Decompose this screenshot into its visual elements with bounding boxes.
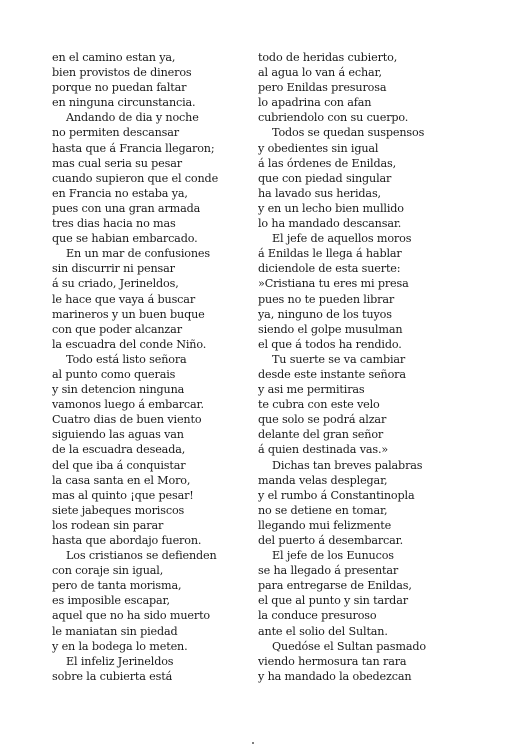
verse-line: no se detiene en tomar,: [258, 503, 388, 517]
verse-line: pero de tanta morisma,: [52, 579, 182, 593]
verse-line: »Cristiana tu eres mi presa: [258, 277, 409, 291]
verse-line: Dichas tan breves palabras: [272, 458, 423, 472]
verse-line: mas al quinto ¡que pesar!: [52, 488, 194, 502]
verse-line: con que poder alcanzar: [52, 322, 182, 336]
verse-line: siendo el golpe musulman: [258, 322, 403, 336]
verse-line: Todo está listo señora: [66, 352, 187, 366]
verse-line: desde este instante señora: [258, 367, 406, 381]
verse-line: le hace que vaya á buscar: [52, 292, 196, 306]
verse-line: y en la bodega lo meten.: [52, 639, 188, 653]
verse-line: es imposible escapar,: [52, 594, 170, 608]
verse-line: Andando de dia y noche: [66, 111, 199, 125]
verse-line: que con piedad singular: [258, 171, 392, 185]
verse-line: Todos se quedan suspensos: [272, 126, 425, 140]
verse-line: hasta que abordajo fueron.: [52, 534, 202, 547]
verse-line: la escuadra del conde Niño.: [52, 337, 207, 351]
verse-line: la conduce presuroso: [258, 609, 377, 623]
verse-line: lo ha mandado descansar.: [258, 217, 402, 231]
verse-line: marineros y un buen buque: [52, 307, 205, 321]
verse-line: los rodean sin parar: [52, 518, 164, 532]
verse-line: delante del gran señor: [258, 428, 384, 442]
verse-line: pues no te pueden librar: [258, 292, 395, 306]
verse-line: á Enildas le llega á hablar: [258, 247, 402, 261]
verse-line: hasta que á Francia llegaron;: [52, 141, 215, 155]
verse-line: pues con una gran armada: [52, 201, 201, 215]
verse-line: El jefe de los Eunucos: [272, 549, 394, 563]
left-column: [52, 50, 252, 684]
verse-line: todo de heridas cubierto,: [258, 51, 398, 64]
verse-line: Cuatro dias de buen viento: [52, 413, 202, 427]
verse-line: que se habian embarcado.: [52, 232, 198, 246]
verse-line: ante el solio del Sultan.: [258, 624, 388, 638]
verse-line: mas cual seria su pesar: [52, 156, 182, 170]
verse-line: siguiendo las aguas van: [52, 428, 184, 442]
verse-line: y asi me permitiras: [258, 383, 365, 397]
verse-line: viendo hermosura tan rara: [258, 654, 407, 668]
verse-line: Los cristianos se defienden: [66, 549, 217, 563]
verse-line: cuando supieron que el conde: [52, 171, 219, 185]
verse-line: aquel que no ha sido muerto: [52, 609, 210, 623]
verse-line: y ha mandado la obedezcan: [258, 669, 412, 683]
verse-line: sin discurrir ni pensar: [52, 262, 175, 276]
verse-line: que solo se podrá alzar: [258, 413, 387, 427]
verse-line: en Francia no estaba ya,: [52, 186, 188, 200]
verse-line: y en un lecho bien mullido: [258, 201, 404, 215]
verse-line: la casa santa en el Moro,: [52, 473, 191, 487]
verse-line: en el camino estan ya,: [52, 51, 176, 64]
verse-line: siete jabeques moriscos: [52, 503, 185, 517]
verse-line: en ninguna circunstancia.: [52, 96, 196, 110]
verse-line: ha lavado sus heridas,: [258, 186, 381, 200]
verse-line: á su criado, Jerineldos,: [52, 277, 179, 291]
verse-line: pero Enildas presurosa: [258, 81, 387, 95]
verse-line: para entregarse de Enildas,: [258, 579, 412, 593]
verse-line: al agua lo van á echar,: [258, 66, 382, 80]
verse-line: Quedóse el Sultan pasmado: [272, 639, 426, 653]
verse-line: vamonos luego á embarcar.: [52, 398, 204, 412]
verse-line: á quien destinada vas.»: [258, 443, 389, 457]
verse-line: al punto como querais: [52, 367, 176, 381]
verse-line: diciendole de esta suerte:: [258, 262, 401, 276]
verse-line: El jefe de aquellos moros: [272, 232, 412, 246]
verse-line: se ha llegado á presentar: [258, 564, 399, 578]
verse-line: el que á todos ha rendido.: [258, 337, 402, 351]
right-column: [258, 50, 463, 684]
verse-line: á las órdenes de Enildas,: [258, 156, 397, 170]
verse-line: El infeliz Jerineldos: [66, 654, 174, 668]
verse-line: de la escuadra deseada,: [52, 443, 186, 457]
verse-line: llegando mui felizmente: [258, 518, 392, 532]
verse-line: cubriendolo con su cuerpo.: [258, 111, 409, 125]
verse-line: ya, ninguno de los tuyos: [258, 307, 392, 321]
verse-line: con coraje sin igual,: [52, 564, 164, 578]
verse-line: del puerto á desembarcar.: [258, 534, 404, 547]
verse-line: te cubra con este velo: [258, 398, 380, 412]
verse-line: sobre la cubierta está: [52, 669, 173, 683]
verse-line: lo apadrina con afan: [258, 96, 372, 110]
verse-line: del que iba á conquistar: [52, 458, 186, 472]
verse-line: le maniatan sin piedad: [52, 624, 178, 638]
verse-line: el que al punto y sin tardar: [258, 594, 408, 608]
verse-line: y el rumbo á Constantinopla: [258, 488, 415, 502]
verse-line: y sin detencion ninguna: [52, 383, 185, 397]
verse-line: Tu suerte se va cambiar: [272, 352, 406, 366]
verse-line: En un mar de confusiones: [66, 247, 210, 261]
verse-line: tres dias hacia no mas: [52, 217, 176, 231]
verse-line: porque no puedan faltar: [52, 81, 187, 95]
verse-line: no permiten descansar: [52, 126, 179, 140]
verse-line: y obedientes sin igual: [258, 141, 379, 155]
verse-line: bien provistos de dineros: [52, 66, 192, 80]
verse-line: manda velas desplegar,: [258, 473, 388, 487]
page-mark: [252, 742, 254, 744]
